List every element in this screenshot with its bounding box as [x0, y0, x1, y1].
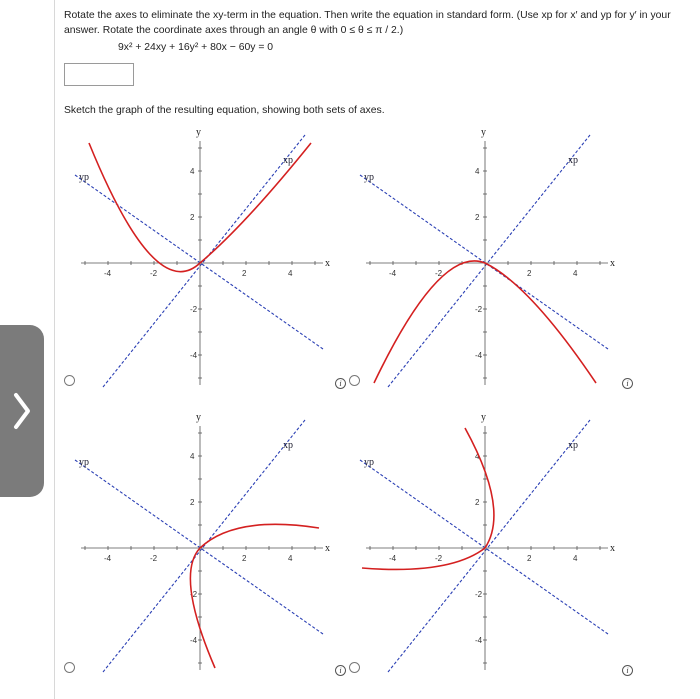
- y-tick-label: 4: [190, 452, 195, 461]
- x-axis-label: x: [610, 258, 615, 269]
- graph-option-d: [350, 410, 620, 680]
- graph-c-axes: [75, 412, 330, 672]
- chevron-right-icon: [11, 391, 33, 431]
- yp-axis-label: yp: [79, 457, 89, 468]
- graph-option-c: [65, 410, 335, 680]
- graph-option-b: [350, 125, 620, 395]
- graph-b-axes: [360, 127, 615, 387]
- option-d-radio[interactable]: [349, 662, 360, 673]
- x-axis-label: x: [325, 543, 330, 554]
- option-c-radio[interactable]: [64, 662, 75, 673]
- xp-axis-label: xp: [283, 440, 293, 451]
- left-divider: [54, 0, 55, 699]
- option-a-radio[interactable]: [64, 375, 75, 386]
- x-tick-label: 4: [573, 554, 578, 563]
- graph-c-curve: [190, 524, 319, 668]
- y-tick-label: -2: [475, 305, 483, 314]
- x-tick-label: -4: [104, 554, 112, 563]
- y-tick-label: -4: [475, 351, 483, 360]
- xp-axis: [388, 135, 590, 387]
- y-tick-label: -2: [475, 590, 483, 599]
- y-tick-label: 4: [475, 452, 480, 461]
- y-axis-label: y: [196, 127, 201, 138]
- x-tick-label: 2: [527, 554, 532, 563]
- question-equation: 9x² + 24xy + 16y² + 80x − 60y = 0: [118, 42, 274, 53]
- yp-axis-label: yp: [364, 457, 374, 468]
- x-tick-label: -2: [150, 269, 158, 278]
- xp-axis: [103, 135, 305, 387]
- graph-option-a: [65, 125, 335, 395]
- y-tick-label: 2: [475, 498, 480, 507]
- x-axis-label: x: [610, 543, 615, 554]
- option-b-radio[interactable]: [349, 375, 360, 386]
- option-a-info-icon[interactable]: i: [335, 378, 346, 389]
- y-tick-label: 4: [475, 167, 480, 176]
- yp-axis: [360, 460, 608, 634]
- x-tick-label: -4: [389, 269, 397, 278]
- xp-axis-label: xp: [568, 440, 578, 451]
- yp-axis-label: yp: [79, 172, 89, 183]
- graph-a-svg: [65, 125, 335, 395]
- x-tick-label: 4: [288, 554, 293, 563]
- yp-axis-label: yp: [364, 172, 374, 183]
- y-tick-label: 2: [190, 213, 195, 222]
- y-tick-label: 2: [190, 498, 195, 507]
- xp-axis: [388, 420, 590, 672]
- y-tick-label: -2: [190, 305, 198, 314]
- x-tick-label: 2: [527, 269, 532, 278]
- xp-axis: [103, 420, 305, 672]
- y-tick-label: -4: [190, 351, 198, 360]
- yp-axis: [75, 175, 323, 349]
- next-question-tab[interactable]: [0, 325, 44, 497]
- option-b-info-icon[interactable]: i: [622, 378, 633, 389]
- y-tick-label: 4: [190, 167, 195, 176]
- y-tick-label: 2: [475, 213, 480, 222]
- x-tick-label: -4: [104, 269, 112, 278]
- question-instruction: Rotate the axes to eliminate the xy-term in the equation. Then write the equation in standard form. (Use xp for x′ and yp for y′ in your answer. Rotate the coordinate axes through an angle θ with 0 ≤ θ ≤ π / 2.): [64, 10, 671, 36]
- x-tick-label: -2: [150, 554, 158, 563]
- option-c-info-icon[interactable]: i: [335, 665, 346, 676]
- x-tick-label: 2: [242, 554, 247, 563]
- sketch-prompt: Sketch the graph of the resulting equation, showing both sets of axes.: [64, 105, 385, 116]
- x-tick-label: 4: [288, 269, 293, 278]
- x-tick-label: -2: [435, 554, 443, 563]
- answer-input[interactable]: [64, 63, 134, 86]
- y-tick-label: -2: [190, 590, 198, 599]
- option-d-info-icon[interactable]: i: [622, 665, 633, 676]
- x-tick-label: -2: [435, 269, 443, 278]
- xp-axis-label: xp: [568, 155, 578, 166]
- y-axis-label: y: [196, 412, 201, 423]
- y-tick-label: -4: [475, 636, 483, 645]
- y-tick-label: -4: [190, 636, 198, 645]
- graph-b-svg: [350, 125, 620, 395]
- graph-d-svg: [350, 410, 620, 680]
- yp-axis: [75, 460, 323, 634]
- graph-c-svg: [65, 410, 335, 680]
- y-axis-label: y: [481, 127, 486, 138]
- x-tick-label: 4: [573, 269, 578, 278]
- x-tick-label: -4: [389, 554, 397, 563]
- x-axis-label: x: [325, 258, 330, 269]
- y-axis-label: y: [481, 412, 486, 423]
- x-tick-label: 2: [242, 269, 247, 278]
- xp-axis-label: xp: [283, 155, 293, 166]
